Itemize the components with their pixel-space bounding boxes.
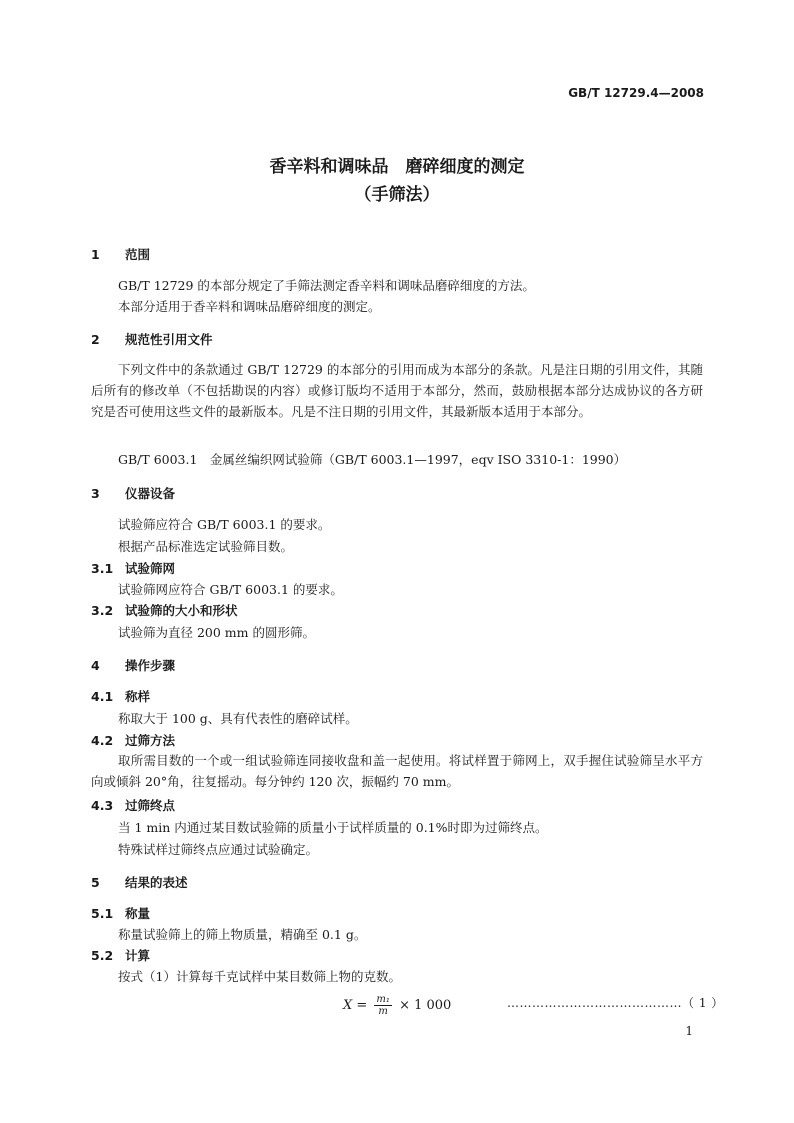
page-number: 1 [685, 1024, 693, 1038]
paragraph: 特殊试样过筛终点应通过试验确定。 [118, 842, 319, 857]
section-title: 结果的表述 [125, 875, 188, 890]
paragraph: 根据产品标准选定试验筛目数。 [118, 539, 294, 554]
section-4-heading [91, 656, 175, 674]
section-title: 称量 [125, 906, 151, 921]
leader-dots: …………………………………… [507, 996, 682, 1010]
paragraph: 称量试验筛上的筛上物质量，精确至 0.1 g。 [118, 927, 367, 942]
formula-rhs: × 1 000 [399, 998, 452, 1013]
section-number: 4.3 [91, 798, 114, 813]
section-title: 试验筛网 [125, 561, 176, 576]
section-title: 范围 [125, 247, 151, 262]
formula-numerator: m₁ [376, 994, 390, 1005]
section-title: 规范性引用文件 [125, 332, 213, 347]
formula-leader [507, 994, 724, 1011]
paragraph: 按式（1）计算每千克试样中某目数筛上物的克数。 [118, 969, 401, 984]
formula [343, 994, 451, 1017]
paragraph: 称取大于 100 g、具有代表性的磨碎试样。 [118, 711, 358, 726]
paragraph: 试验筛为直径 200 mm 的圆形筛。 [118, 625, 315, 640]
section-3-heading [91, 484, 175, 502]
section-4-3-heading [91, 796, 175, 814]
section-3-2-heading [91, 601, 238, 619]
standard-number: GB/T 12729.4—2008 [568, 86, 704, 100]
equation-number: （ 1 ） [682, 996, 724, 1010]
section-number: 1 [91, 247, 100, 262]
paragraph: 本部分适用于香辛料和调味品磨碎细度的测定。 [118, 299, 381, 314]
section-5-2-heading [91, 946, 150, 964]
paragraph: 当 1 min 内通过某目数试验筛的质量小于试样质量的 0.1%时即为过筛终点。 [118, 820, 548, 835]
paragraph: 试验筛网应符合 GB/T 6003.1 的要求。 [118, 582, 343, 597]
section-number: 3 [91, 486, 100, 501]
document-subtitle: （手筛法） [354, 185, 440, 205]
section-4-1-heading [91, 687, 150, 705]
section-number: 3.2 [91, 603, 114, 618]
section-3-1-heading [91, 559, 175, 577]
section-title: 仪器设备 [125, 486, 176, 501]
section-title: 计算 [125, 948, 151, 963]
section-number: 4.1 [91, 689, 114, 704]
normative-reference: GB/T 6003.1 金属丝编织网试验筛（GB/T 6003.1—1997，eqv ISO 3310-1：1990） [118, 452, 627, 467]
section-title: 称样 [125, 689, 151, 704]
formula-lhs: X = [343, 998, 368, 1013]
section-2-heading [91, 330, 213, 348]
section-title: 过筛终点 [125, 798, 176, 813]
paragraph: 下列文件中的条款通过 GB/T 12729 的本部分的引用而成为本部分的条款。凡是注日期的引用文件，其随后所有的修改单（不包括勘误的内容）或修订版均不适用于本部分，然而，鼓励根据本部分达成协议的各方研究是否可使用这些文件的最新版本。凡是不注日期的引用文件，其最新版本适用于本部分。 [91, 362, 703, 419]
section-number: 5.2 [91, 948, 114, 963]
section-number: 5 [91, 875, 100, 890]
section-title: 操作步骤 [125, 658, 176, 673]
section-number: 4 [91, 658, 100, 673]
section-number: 3.1 [91, 561, 114, 576]
paragraph: GB/T 12729 的本部分规定了手筛法测定香辛料和调味品磨碎细度的方法。 [118, 278, 535, 293]
paragraph: 试验筛应符合 GB/T 6003.1 的要求。 [118, 517, 331, 532]
section-number: 4.2 [91, 733, 114, 748]
formula-fraction [374, 994, 392, 1017]
section-number: 2 [91, 332, 100, 347]
formula-denominator: m [378, 1006, 388, 1017]
section-4-2-heading [91, 731, 175, 749]
section-5-1-heading [91, 904, 150, 922]
section-number: 5.1 [91, 906, 114, 921]
document-title: 香辛料和调味品 磨碎细度的测定 [269, 157, 525, 177]
section-title: 试验筛的大小和形状 [125, 603, 238, 618]
paragraph: 取所需目数的一个或一组试验筛连同接收盘和盖一起使用。将试样置于筛网上，双手握住试验筛呈水平方向或倾斜 20°角，往复摇动。每分钟约 120 次，振幅约 70 mm。 [91, 753, 703, 789]
section-title: 过筛方法 [125, 733, 176, 748]
section-5-heading [91, 873, 188, 891]
section-1-heading [91, 245, 150, 263]
